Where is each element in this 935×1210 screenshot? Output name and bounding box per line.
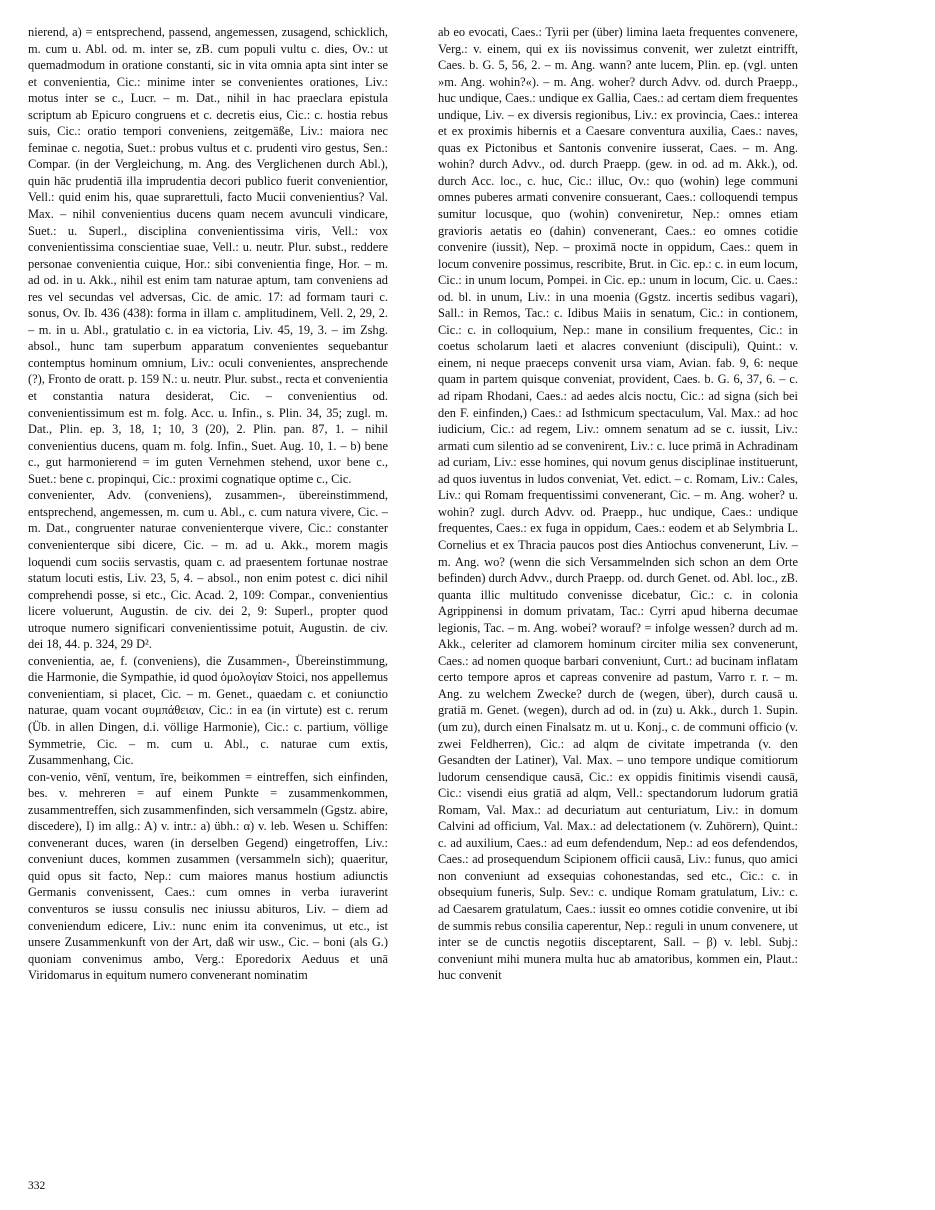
entry-paragraph: convenientia, ae, f. (conveniens), die Zusammen-, Übereinstimmung, die Harmonie, die Sympathie, id quod ὁμολογίαν Stoici, nos appellemus convenientiam, si placet, Cic. – m. Genet., quaedam c. et coniunctio naturae, quam vocant συμπάθειαν, Cic.: in ea (in virtute) est c. rerum (Üb. in allen Dingen, d.i. völlige Harmonie), Cic.: c. partium, völlige Symmetrie, Cic. – m. cum u. Abl., c. naturae cum extis, Zusammenhang, Cic. (28, 653, 388, 768)
entry-paragraph: con-venio, vēnī, ventum, īre, beikommen = eintreffen, sich einfinden, bes. v. mehreren = auf einem Punkte = zusammenkommen, zusammentreffen, sich zusammenfinden, sich versammeln (Ggstz. abire, discedere), I) im allg.: A) v. intr.: a) übh.: α) v. leb. Wesen u. Schiffen: convenerant duces, waren (in derselben Gegend) eingetroffen, Liv.: conveniunt duces, kommen zusammen (versammeln sich); quaeritur, quid opus sit facto, Nep.: cum maiores manus hostium adiunctis Germanis convenissent, Caes.: cum omnes in verba iuraverint conventuros se iussu consulis nec iniussu abituros, Liv. – diem ad conveniendum edicere, Liv.: nunc enim ita convenimus, ut etc., ist unsere Zusammenkunft von der Art, daß wir usw., Cic. – boni (als G.) quoniam convenimus ambo, Verg.: Eporedorix Aeduus et unā Viridomarus in equitum numero convenerant nominatim (28, 769, 388, 983)
right-column (438, 24, 798, 984)
entry-paragraph: ab eo evocati, Caes.: Tyrii per (über) limina laeta frequentes convenere, Verg.: v. einem, qui ex iis novissimus convenit, wer zuletzt eintrifft, Caes. b. G. 5, 56, 2. – m. Ang. wann? ante lucem, Plin. ep. (vgl. unten »m. Ang. wohin?«). – m. Ang. woher? durch Advv. od. durch Praepp., huc undique, Caes.: undique ex Gallia, Caes.: ad certam diem frequentes undique, Liv. – ex diversis regionibus, Liv.: ex provincia, Caes.: interea et ex proximis hibernis et a Caesare conventura auxilia, Caes.: naves, quas ex Pictonibus et Santonis convenire iusserat, Caes. – m. Ang. wohin? durch Advv., od. durch Praepp. (gew. in od. ad m. Akk.), od. durch Acc. loc., c. huc, Cic.: illuc, Ov.: quo (wohin) lege communi omnes puberes armati convenire consuerant, Caes.: colloquendi tempus sumitur locusque, quo (wohin) conveniretur, Nep.: omnes etiam gravioris aetatis eo (dahin) convenerant, Caes.: eo omnes cotidie convenire (iussit), Nep. – proximā nocte in oppidum, Caes.: quem in locum convenire possimus, rescribite, Brut. in Cic. ep.: c. in eum locum, Cic.: in unum locum, Pompei. in Cic. ep.: unum in locum, Cic. u. Caes.: od. bl. in unum, Liv.: in una moenia (Ggstz. incertis sedibus vagari), Sall.: in Remos, Tac.: c. Idibus Maiis in senatum, Cic.: in contionem, Cic.: c. in colloquium, Nep.: mane in consilium frequentes, Cic.: in coetus scholarum laeti et alacres conveniunt (discipuli), Quint.: v. einem, ni neque praeceps convenit ursa viam, Avian. fab. 9, 6: neque quam in partem quisque conveniat, provident, Caes. b. G. 6, 37, 6. – c. ad ripam Rhodani, Caes.: ad aedes alcis noctu, Cic.: ad signa (sich bei den F. einfinden,) Caes.: ad Isthmicum spectaculum, Val. Max.: ad hoc iudicium, Cic.: ad regem, Liv.: omnem senatum ad se c. iussit, Liv.: armati cum silentio ad se convenirent, Liv.: c. luce primā in Achradinam ad curiam, Liv.: esse homines, qui novum genus disciplinae instituerunt, ad quos iuventus in ludos conveniat, Vet. edict. – c. Romam, Liv.: Cales, Liv.: qui Romam frequentissimi convenerant, Cic. – m. Ang. woher? u. wohin? zugl. durch Advv. od. Praepp., huc undique, Caes.: undique frequentes, Caes.: ex fuga in oppidum, Caes.: eodem et ab Selymbria L. Cornelius et ex Thracia paucos post dies Antiochus convenerunt, Liv. – m. Ang. wo? (wenn die sich Versammelnden sich schon an dem Orte befinden) durch Advv., durch Praepp. od. durch Genet. od. Abl. loc., zB. quanta illic multitudo convenisse dicebatur, Cic.: c. in colonia Agrippinensi in domum privatam, Tac.: Cyrri apud hiberna decumae legionis, Tac. – m. Ang. wobei? worauf? = infolge wessen? durch ad m. Akk., celeriter ad clamorem hominum circiter milia sex convenerunt, Caes.: ad nomen quoque barbari conveniunt, Curt.: ad bucinam inflatam certo tempore apros et capreas convenire ad pastum, Varro r. r. – m. Ang. zu welchem Zwecke? durch de (wegen, über), durch causā u. gratiā m. Genet. (wegen), durch ad od. in (zu) u. Akk., durch 1. Supin. (um zu), durch einen Finalsatz m. ut u. Konj., c. de communi officio (v. zwei Feldherren), Cic.: ad alqm de civitate impetranda (v. den Gesandten der Latiner), Val. Max. – uno tempore undique comitiorum ludorum censendique causā, Cic.: ex oppidis finitimis visendi causā, Cic.: visendi eius gratiā ad alqm, Vell.: spectandorum ludorum gratiā Romam, Val. Max.: ad decuriatum aut centuriatum, Liv.: in domum Calvini ad officium, Val. Max.: ad delectationem (v. Zuhörern), Quint.: c. ad auxilium, Caes.: ad eum defendendum, Nep.: ad eos defendendos, Caes.: ad prosequendum Scipionem officii causā, Liv.: funus, quo amici non conveniunt ad exsequias cohonestandas, sed etc., Cic.: c. in obsequium funeris, Sulp. Sev.: c. undique Romam gratulatum, Liv.: c. ad Caesarem gratulatum, Caes.: iussit eo omnes cotidie convenire, ut ibi de summis rebus consilia caperentur, Nep.: reguli in unum convenere, ut inter se de cunctis negotiis disceptarent, Sall. – β) v. lebl. Subj.: conveniunt mihi munera multa huc ab amatoribus, kommen ein, Plaut.: huc convenit (438, 25, 798, 983)
left-column (28, 24, 388, 984)
page-number: 332 (28, 1180, 46, 1192)
entry-paragraph: nierend, a) = entsprechend, passend, angemessen, zusagend, schicklich, m. cum u. Abl. od. m. inter se, zB. cum populi vultu c. dies, Ov.: ut quemadmodum in oratione constanti, sic in vita omnia apta sint inter se et convenientia, Cic.: minime inter se convenientes orationes, Liv.: motus inter se c., Lucr. – m. Dat., nihil in hac praeclara epistula scriptum ab Epicuro congruens et c. decretis eius, Cic.: c. hostia rebus suis, Cic.: oratio tempori conveniens, zeitgemäße, Liv.: maiora nec feminae c. negotia, Suet.: probus vultus et c. prudenti viro gestus, Sen.: Compar. (in der Vergleichung, m. Ang. des Verglichenen durch Abl.), quin hāc prudentiā illa imprudentia decori publico fuerit convenientior, Vell.: quid enim his, quae suprarettuli, facto Mucii convenientius? Val. Max. – nihil convenientius ducens quam necem avunculi vindicare, Suet.: u. Superl., disciplina convenientissima viris, Vell.: vox convenientissima conscientiae suae, Vell.: u. neutr. Plur. subst., reddere personae convenientia cuique, Hor.: sibi convenientia finge, Hor. – m. ad od. in u. Akk., nihil est enim tam naturae aptum, tam conveniens ad res vel secundas vel adversas, Cic. de amic. 17: ad formam tauri c. sonus, Ov. Ib. 436 (438): forma in illam c. amplitudinem, Vell. 2, 29, 2. – m. in u. Abl., gratulatio c. in ea victoria, Liv. 45, 19, 3. – im Zshg. absol., hunc tam superbum apparatum convenientes sequebantur contemptus hominum omnium, Liv.: oculi convenientes, ansprechende (?), Fronto de oratt. p. 159 N.: u. neutr. Plur. subst., recta et convenientia et constantia natura desiderat, Cic. – convenientius od. convenientissimum est m. folg. Acc. u. Infin., s. Plin. 34, 35; zugl. m. Dat., Plin. ep. 3, 18, 1; 10, 3 (20), 2. Plin. pan. 87, 1. – nihil convenientius ducens, quam m. folg. Infin., Suet. Aug. 10, 1. – b) bene c., gut harmonierend = im guten Vernehmen stehend, uxor bene c., Suet.: bene c. propinqui, Cic.: proximi cognatique optime c., Cic. (28, 25, 388, 486)
entry-paragraph: convenienter, Adv. (conveniens), zusammen-, übereinstimmend, entsprechend, angemessen, m. cum u. Abl., c. cum natura vivere, Cic. – m. Dat., congruenter naturae convenienterque vivere, Cic.: constanter convenienterque sibi dicere, Cic. – m. ad u. Akk., morem magis loquendi cum sociis servastis, quam c. ad praesentem fortunae nostrae statum locuti estis, Liv. 23, 5, 4. – absol., non enim potest c. dici nihil comprehendi posse, si etc., Cic. Acad. 2, 109: Compar., convenientius licere voluerunt, Augustin. de civ. dei 2, 9: Superl., propter quod utroque numero significari convenientissime potuit, Augustin. de civ. dei 18, 44. p. 324, 29 D². (28, 488, 388, 652)
